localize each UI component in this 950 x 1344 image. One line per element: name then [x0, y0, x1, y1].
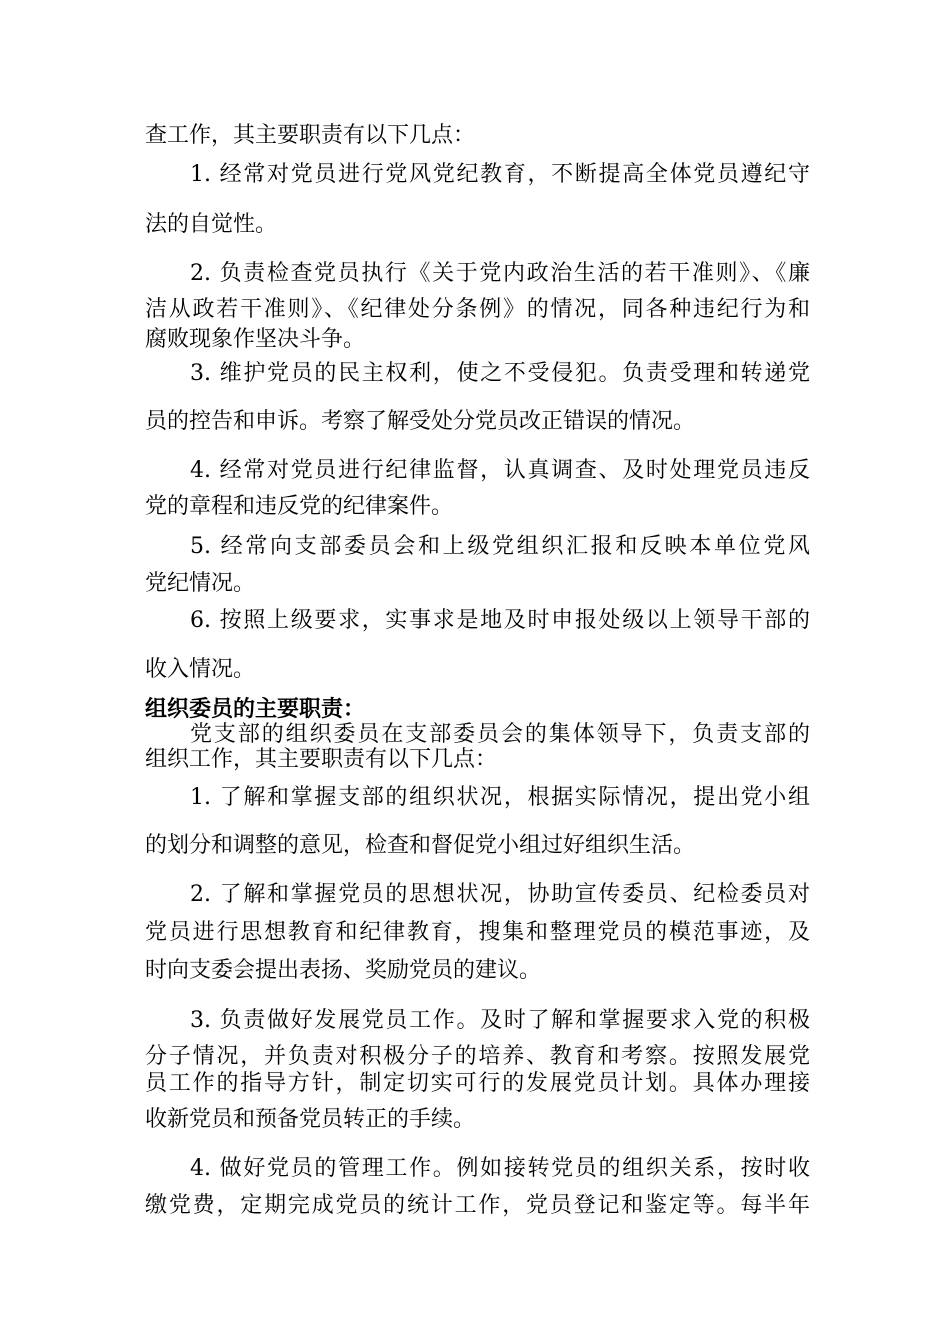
text-line: 洁从政若干准则》、《纪律处分条例》的情况，同各种违纪行为和 [145, 297, 810, 322]
text-line: 党的章程和违反党的纪律案件。 [145, 494, 454, 519]
text-line: 3. 负责做好发展党员工作。及时了解和掌握要求入党的积极 [190, 1008, 810, 1033]
text-line: 5. 经常向支部委员会和上级党组织汇报和反映本单位党风 [190, 534, 810, 559]
section-heading: 组织委员的主要职责： [145, 697, 366, 722]
text-line: 的划分和调整的意见，检查和督促党小组过好组织生活。 [145, 833, 696, 858]
text-line: 1. 了解和掌握支部的组织状况，根据实际情况，提出党小组 [190, 785, 810, 810]
text-line: 查工作，其主要职责有以下几点： [145, 123, 476, 148]
text-line: 员的控告和申诉。考察了解受处分党员改正错误的情况。 [145, 409, 696, 434]
text-line: 员工作的指导方针，制定切实可行的发展党员计划。具体办理接 [145, 1071, 810, 1096]
text-line: 党员进行思想教育和纪律教育，搜集和整理党员的模范事迹，及 [145, 920, 810, 945]
text-line: 4. 做好党员的管理工作。例如接转党员的组织关系，按时收 [190, 1156, 810, 1181]
text-line: 法的自觉性。 [145, 212, 278, 237]
text-line: 1. 经常对党员进行党风党纪教育，不断提高全体党员遵纪守 [190, 162, 810, 187]
text-line: 党纪情况。 [145, 571, 256, 596]
text-line: 4. 经常对党员进行纪律监督，认真调查、及时处理党员违反 [190, 458, 810, 483]
text-line: 缴党费，定期完成党员的统计工作，党员登记和鉴定等。每半年 [145, 1193, 810, 1218]
text-line: 2. 了解和掌握党员的思想状况，协助宣传委员、纪检委员对 [190, 882, 810, 907]
text-line: 3. 维护党员的民主权利，使之不受侵犯。负责受理和转递党 [190, 361, 810, 386]
text-line: 收入情况。 [145, 657, 256, 682]
text-line: 2. 负责检查党员执行《关于党内政治生活的若干准则》、《廉 [190, 261, 810, 286]
text-line: 分子情况，并负责对积极分子的培养、教育和考察。按照发展党 [145, 1044, 810, 1069]
text-line: 6. 按照上级要求，实事求是地及时申报处级以上领导干部的 [190, 608, 810, 633]
text-line: 时向支委会提出表扬、奖励党员的建议。 [145, 958, 542, 983]
text-line: 腐败现象作坚决斗争。 [145, 327, 366, 352]
text-line: 收新党员和预备党员转正的手续。 [145, 1107, 476, 1132]
text-line: 组织工作，其主要职责有以下几点： [145, 747, 498, 772]
text-line: 党支部的组织委员在支部委员会的集体领导下，负责支部的 [190, 722, 810, 747]
